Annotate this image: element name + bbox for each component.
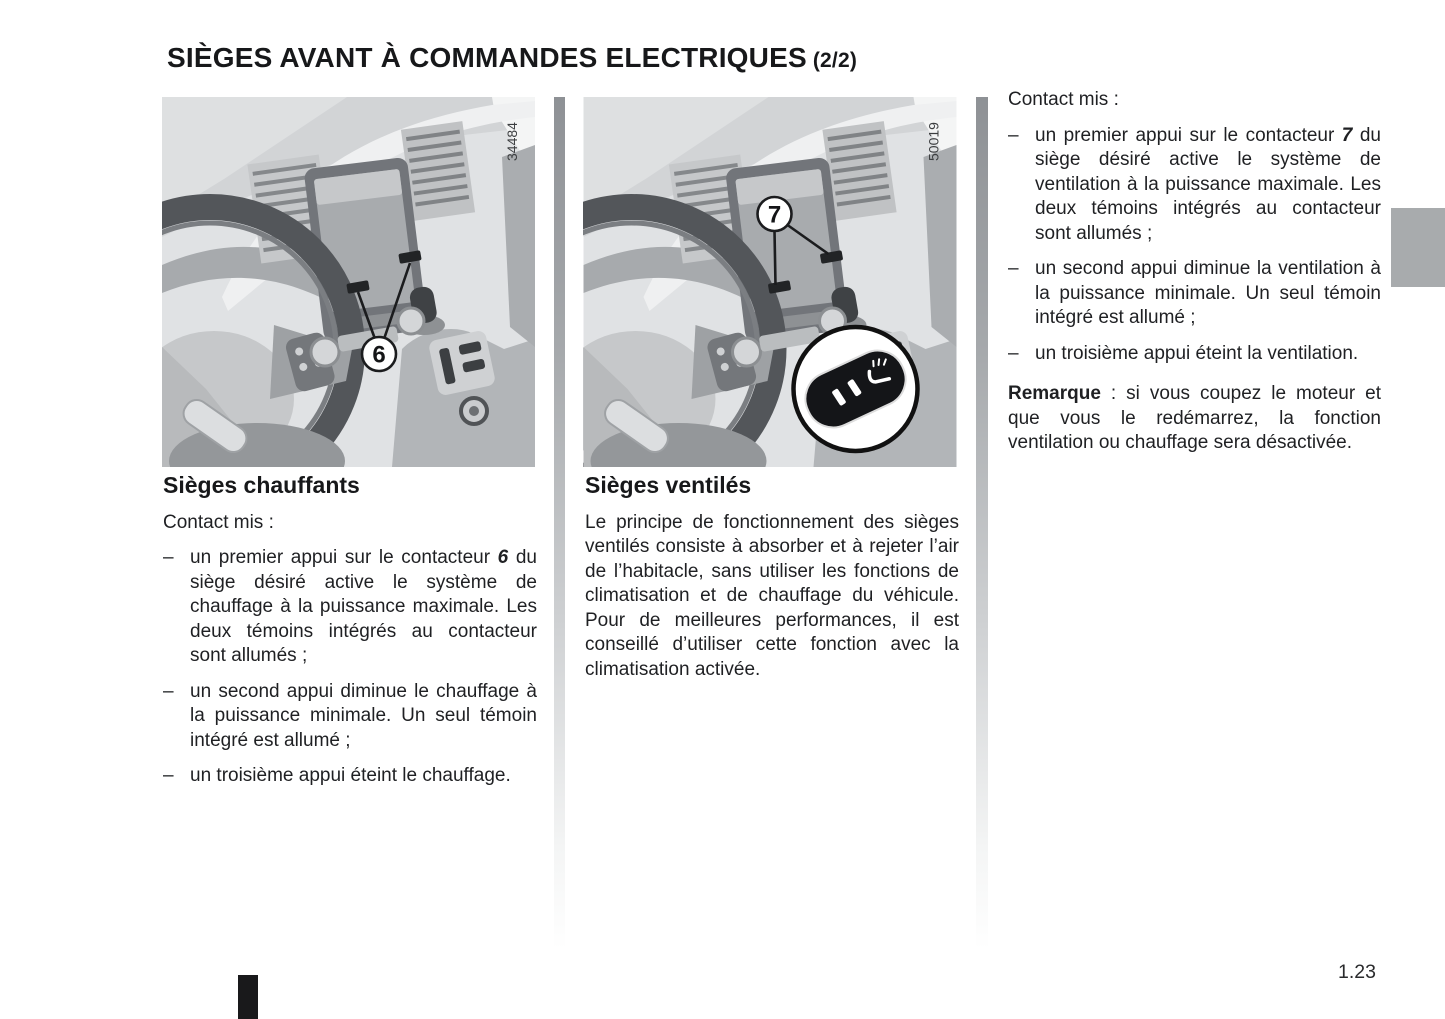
figure-ventilated-seats bbox=[583, 97, 957, 467]
text-segment: du siège désiré active le système de ventilation à la puissance maximale. Les deux témoins intégrés au contacteur sont allumés ; bbox=[1035, 124, 1381, 244]
page-title-suffix: (2/2) bbox=[812, 49, 858, 72]
column-divider-left bbox=[554, 97, 565, 950]
list-dash: – bbox=[1008, 258, 1019, 279]
list-dash: – bbox=[163, 765, 174, 786]
list-item bbox=[163, 680, 537, 754]
text-segment: un troisième appui éteint le chauffage. bbox=[190, 765, 511, 786]
figure-heated-seats bbox=[162, 97, 535, 467]
page-title-text: SIÈGES AVANT À COMMANDES ELECTRIQUES bbox=[167, 42, 807, 73]
ventilated-paragraph: Le principe de fonctionnement des sièges ventilés consiste à absorber et à rejeter l’air de l’habitacle, sans utiliser les fonctions de climatisation et de chauffage du véhicule. Pour de meilleures performances, il est conseillé d’utiliser cette fonction avec la climatisation activée. bbox=[585, 511, 959, 680]
text-segment: du siège désiré active le système de chauffage à la puissance maximale. Les deux témoins intégrés au contacteur sont allumés ; bbox=[190, 547, 537, 666]
remark-label: Remarque bbox=[1008, 383, 1101, 404]
text-segment: un troisième appui éteint la ventilation. bbox=[1035, 342, 1359, 364]
chapter-tab bbox=[1391, 208, 1445, 287]
list-dash: – bbox=[163, 547, 174, 568]
dashboard-illustration-heated bbox=[162, 97, 535, 467]
page-number: 1.23 bbox=[1338, 961, 1376, 983]
text-segment: un premier appui sur le contacteur bbox=[1035, 124, 1342, 146]
remark-paragraph bbox=[1008, 382, 1381, 456]
section-heated-seats bbox=[163, 473, 537, 800]
callout-ref-6: 6 bbox=[497, 547, 509, 568]
intro-contact: Contact mis : bbox=[1008, 89, 1119, 110]
heading-heated-seats: Sièges chauffants bbox=[163, 472, 360, 498]
list-item bbox=[1008, 124, 1381, 247]
text-segment: : si vous coupez le moteur et que vous le redémarrez, la fonction ventilation ou chauffage sera désactivée. bbox=[1008, 383, 1381, 453]
dashboard-illustration-ventilated bbox=[583, 97, 957, 467]
column-divider-right bbox=[976, 97, 988, 950]
text-segment: un second appui diminue la ventilation à la puissance minimale. Un seul témoin intégré est allumé ; bbox=[1035, 258, 1381, 328]
heading-ventilated-seats: Sièges ventilés bbox=[585, 472, 752, 498]
callout-7-number: 7 bbox=[767, 201, 782, 229]
list-item bbox=[1008, 342, 1381, 367]
list-item-text bbox=[1035, 124, 1381, 247]
section-ventilated-seats bbox=[585, 473, 959, 682]
text-segment: un second appui diminue le chauffage à la puissance minimale. Un seul témoin intégré est allumé ; bbox=[190, 680, 537, 751]
page-title bbox=[167, 42, 857, 74]
footer-marker bbox=[238, 975, 258, 1019]
button-magnifier-inset bbox=[794, 327, 918, 451]
list-item-text bbox=[1035, 342, 1381, 367]
intro-heated: Contact mis : bbox=[163, 511, 274, 533]
callout-ref-7: 7 bbox=[1341, 124, 1353, 146]
list-dash: – bbox=[1008, 342, 1019, 364]
list-item-text bbox=[190, 680, 537, 754]
list-item bbox=[1008, 257, 1381, 331]
list-item-text bbox=[190, 764, 537, 789]
section-ventilated-operation bbox=[1008, 88, 1381, 456]
callout-6-number: 6 bbox=[372, 341, 386, 369]
list-item-text bbox=[1035, 257, 1381, 331]
figure-ref-right: 50019 bbox=[925, 122, 942, 161]
text-segment: un premier appui sur le contacteur bbox=[190, 547, 498, 568]
list-dash: – bbox=[163, 680, 174, 702]
list-item bbox=[163, 764, 537, 789]
list-dash: – bbox=[1008, 124, 1019, 146]
list-item-text bbox=[190, 546, 537, 669]
list-item bbox=[163, 546, 537, 669]
dashboard-art bbox=[162, 97, 535, 467]
figure-ref-left: 34484 bbox=[504, 122, 520, 161]
